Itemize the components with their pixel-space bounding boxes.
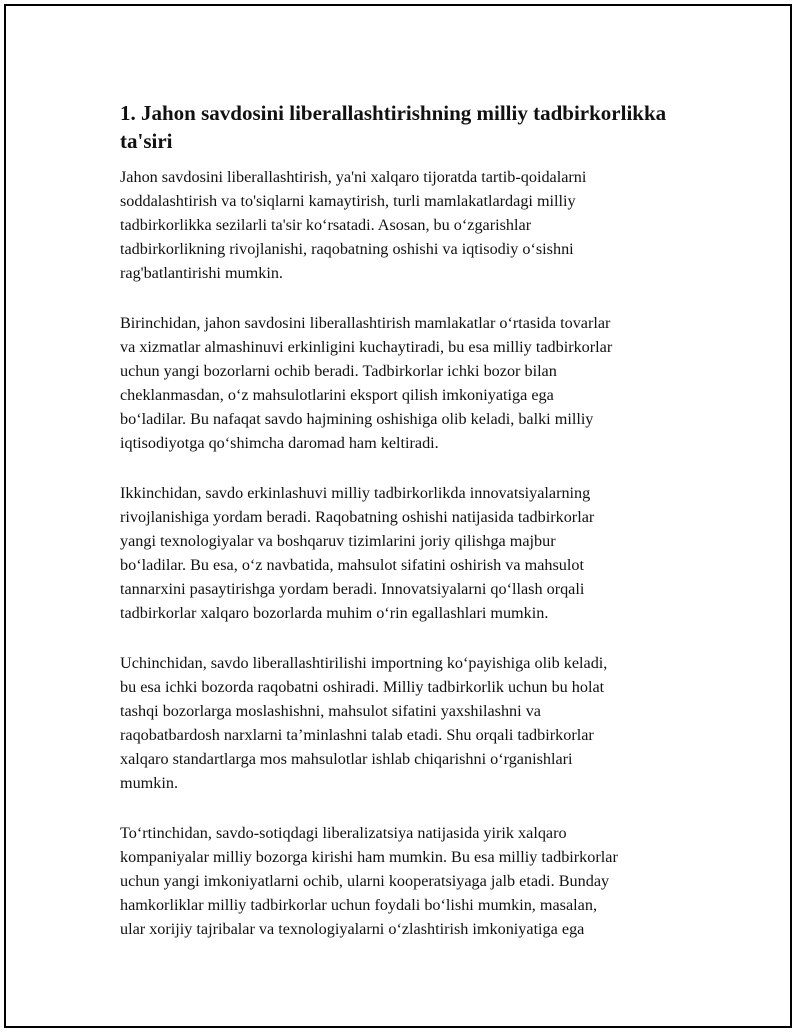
document-body [120,99,696,967]
paragraph-third: Uchinchidan, savdo liberallashtirilishi importning ko‘payishiga olib keladi, bu esa ichki bozorda raqobatni oshiradi. Milliy tadbirkorlik uchun bu holat tashqi bozorlarga moslashishni, mahsulot sifatini yaxshilashni va raqobatbardosh narxlarni ta’minlashni talab etadi. Shu orqali tadbirkorlar xalqaro standartlarga mos mahsulotlar ishlab chiqarishni o‘rganishlari mumkin. [120,654,608,792]
paragraph-intro: Jahon savdosini liberallashtirish, ya'ni xalqaro tijoratda tartib-qoidalarni soddalashtirish va to'siqlarni kamaytirish, turli mamlakatlardagi milliy tadbirkorlikka sezilarli ta'sir ko‘rsatadi. Asosan, bu o‘zgarishlar tadbirkorlikning rivojlanishi, raqobatning oshishi va iqtisodiy o‘sishni rag'batlantirishi mumkin. [120,168,587,282]
paragraph-fourth: To‘rtinchidan, savdo-sotiqdagi liberalizatsiya natijasida yirik xalqaro kompaniyalar milliy bozorga kirishi ham mumkin. Bu esa milliy tadbirkorlar uchun yangi imkoniyatlarni ochib, ularni kooperatsiyaga jalb etadi. Bunday hamkorliklar milliy tadbirkorlar uchun foydali bo‘lishi mumkin, masalan, ular xorijiy tajribalar va texnologiyalarni o‘zlashtirish imkoniyatiga ega [120,824,618,938]
paragraph-first: Birinchidan, jahon savdosini liberallashtirish mamlakatlar o‘rtasida tovarlar va xizmatlar almashinuvi erkinligini kuchaytiradi, bu esa milliy tadbirkorlar uchun yangi bozorlarni ochib beradi. Tadbirkorlar ichki bozor bilan cheklanmasdan, o‘z mahsulotlarini eksport qilish imkoniyatiga ega bo‘ladilar. Bu nafaqat savdo hajmining oshishiga olib keladi, balki milliy iqtisodiyotga qo‘shimcha daromad ham keltiradi. [120,314,613,452]
page-frame [4,4,792,1028]
section-heading: 1. Jahon savdosini liberallashtirishning milliy tadbirkorlikka ta'siri [120,101,667,153]
paragraph-second: Ikkinchidan, savdo erkinlashuvi milliy tadbirkorlikda innovatsiyalarning rivojlanishiga yordam beradi. Raqobatning oshishi natijasida tadbirkorlar yangi texnologiyalar va boshqaruv tizimlarini joriy qilishga majbur bo‘ladilar. Bu esa, o‘z navbatida, mahsulot sifatini oshirish va mahsulot tannarxini pasaytirishga yordam beradi. Innovatsiyalarni qo‘llash orqali tadbirkorlar xalqaro bozorlarda muhim o‘rin egallashlari mumkin. [120,484,595,622]
